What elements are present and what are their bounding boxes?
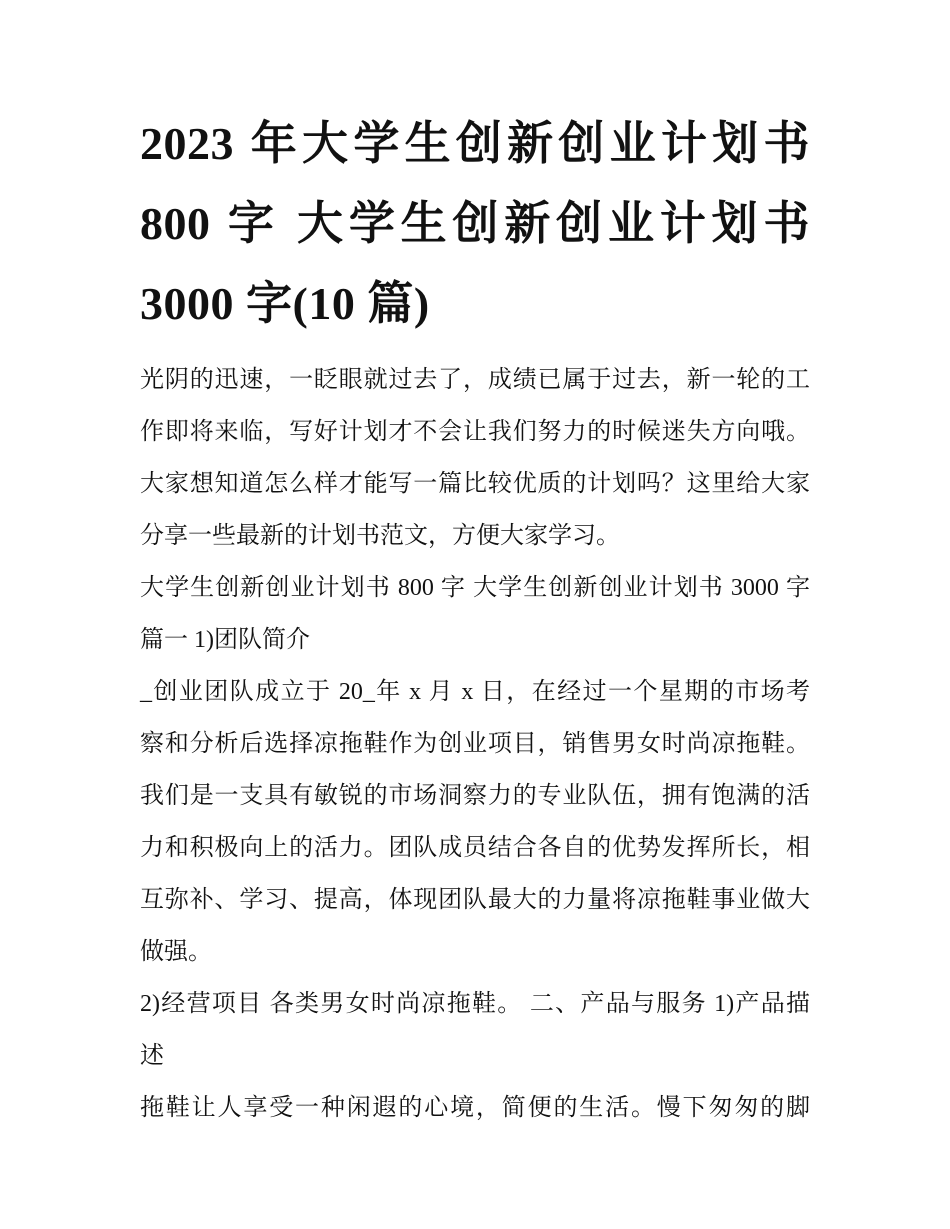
title-line: 800 字 大学生创新创业计划书 [140, 198, 810, 249]
title-line: 2023 年大学生创新创业计划书 [140, 118, 810, 169]
document-body [140, 354, 810, 1134]
body-line: 光阴的迅速，一眨眼就过去了，成绩已属于过去，新一轮的工 [140, 367, 810, 393]
body-line: 大家想知道怎么样才能写一篇比较优质的计划吗？这里给大家 [140, 471, 810, 497]
body-line: 做强。 [140, 939, 212, 965]
title-line: 3000 字(10 篇) [140, 278, 430, 329]
body-line: 我们是一支具有敏锐的市场洞察力的专业队伍，拥有饱满的活 [140, 783, 810, 809]
body-line: 分享一些最新的计划书范文，方便大家学习。 [140, 523, 620, 549]
body-line: 篇一 1)团队简介 [140, 627, 310, 653]
document-title [140, 104, 810, 344]
body-line: _创业团队成立于 20_年 x 月 x 日，在经过一个星期的市场考 [140, 679, 810, 705]
body-line: 力和积极向上的活力。团队成员结合各自的优势发挥所长，相 [140, 835, 810, 861]
body-line: 互弥补、学习、提高，体现团队最大的力量将凉拖鞋事业做大 [140, 887, 810, 913]
body-line: 察和分析后选择凉拖鞋作为创业项目，销售男女时尚凉拖鞋。 [140, 731, 810, 757]
body-line: 拖鞋让人享受一种闲遐的心境，简便的生活。慢下匆匆的脚 [140, 1095, 810, 1121]
body-line: 作即将来临，写好计划才不会让我们努力的时候迷失方向哦。 [140, 419, 810, 445]
body-line: 大学生创新创业计划书 800 字 大学生创新创业计划书 3000 字 [140, 575, 810, 601]
body-line: 述 [140, 1043, 164, 1069]
body-line: 2)经营项目 各类男女时尚凉拖鞋。 二、产品与服务 1)产品描 [140, 991, 810, 1017]
